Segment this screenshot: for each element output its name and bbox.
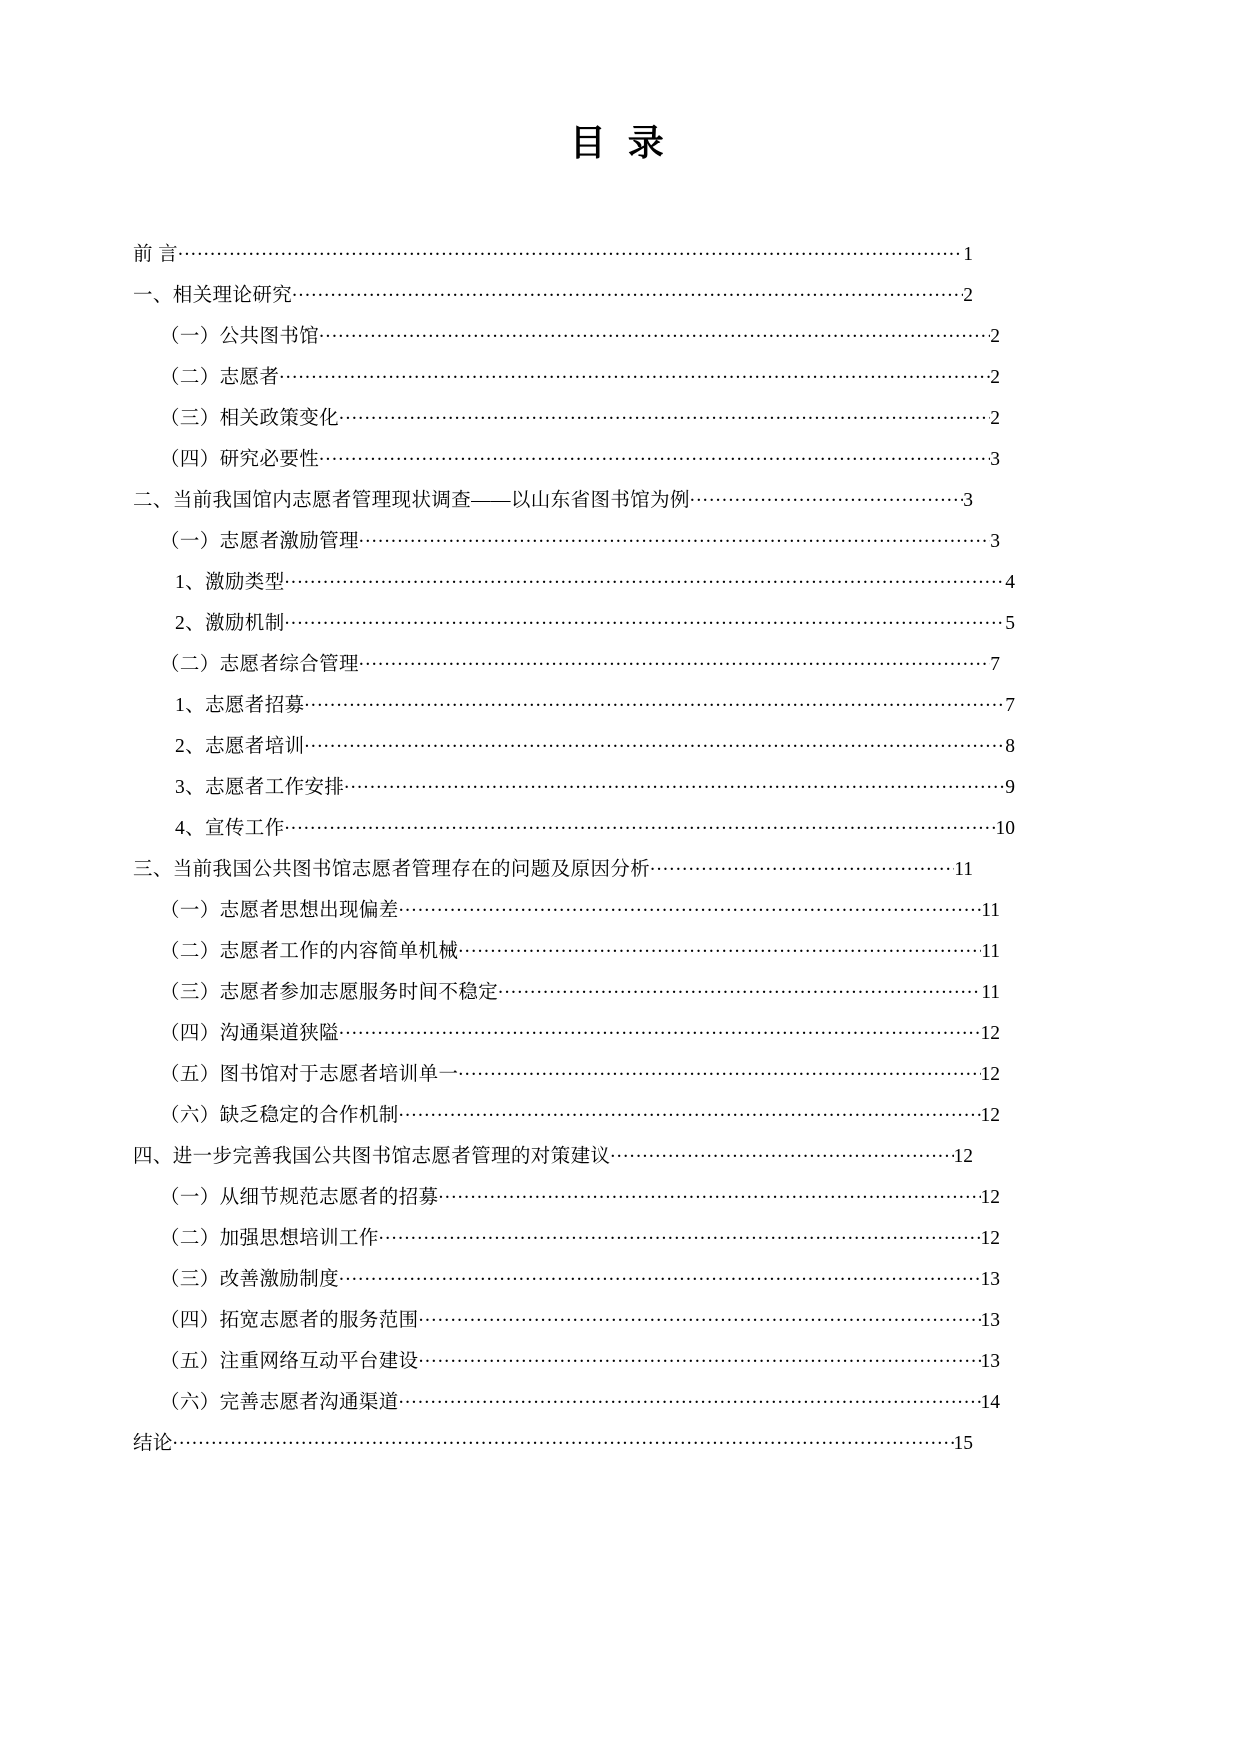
toc-entry[interactable] [133, 773, 1015, 814]
toc-entry-label: （二）志愿者工作的内容简单机械 [160, 940, 459, 962]
toc-entry[interactable] [133, 445, 1000, 486]
toc-leader-dots [438, 1183, 980, 1203]
toc-entry-label: （四）拓宽志愿者的服务范围 [160, 1309, 419, 1331]
toc-leader-dots [339, 404, 990, 424]
toc-entry-page-number: 12 [980, 1104, 1000, 1126]
toc-entry-label: （三）改善激励制度 [160, 1268, 340, 1290]
toc-leader-dots [419, 1347, 981, 1367]
toc-entry[interactable] [133, 363, 1000, 404]
toc-entry[interactable] [133, 1019, 1000, 1060]
toc-entry-page-number: 11 [954, 858, 973, 880]
toc-entry-page-number: 3 [990, 530, 1000, 552]
toc-leader-dots [319, 322, 990, 342]
toc-entry-label: 1、志愿者招募 [175, 694, 305, 716]
toc-entry-page-number: 13 [980, 1309, 1000, 1331]
toc-entry[interactable] [133, 814, 1015, 855]
toc-entry[interactable] [133, 937, 1000, 978]
toc-entry-page-number: 12 [980, 1022, 1000, 1044]
toc-entry-page-number: 14 [980, 1391, 1000, 1413]
toc-entry[interactable] [133, 896, 1000, 937]
toc-entry-page-number: 11 [981, 899, 1000, 921]
toc-entry-label: 前 言 [133, 243, 179, 265]
toc-entry[interactable] [133, 1224, 1000, 1265]
toc-entry-page-number: 11 [981, 981, 1000, 1003]
toc-entry-label: 一、相关理论研究 [133, 284, 293, 306]
toc-entry-page-number: 2 [963, 284, 973, 306]
toc-entry[interactable] [133, 527, 1000, 568]
toc-leader-dots [359, 527, 990, 547]
toc-leader-dots [178, 240, 963, 260]
toc-entry-page-number: 7 [1005, 694, 1015, 716]
toc-leader-dots [285, 814, 996, 834]
toc-leader-dots [285, 568, 1006, 588]
toc-entry-page-number: 2 [990, 325, 1000, 347]
toc-entry-label: （三）志愿者参加志愿服务时间不稳定 [160, 981, 499, 1003]
toc-entry-page-number: 8 [1005, 735, 1015, 757]
toc-entry-page-number: 12 [953, 1145, 973, 1167]
toc-leader-dots [292, 281, 963, 301]
toc-entry[interactable] [133, 609, 1015, 650]
toc-entry[interactable] [133, 1142, 973, 1183]
toc-leader-dots [173, 1429, 954, 1449]
toc-entry-page-number: 13 [980, 1350, 1000, 1372]
toc-leader-dots [339, 1265, 980, 1285]
toc-entry-label: 四、进一步完善我国公共图书馆志愿者管理的对策建议 [133, 1145, 611, 1167]
toc-entry-label: （一）从细节规范志愿者的招募 [160, 1186, 439, 1208]
toc-entry-label: 二、当前我国馆内志愿者管理现状调查——以山东省图书馆为例 [133, 489, 690, 511]
toc-entry[interactable] [133, 486, 973, 527]
toc-leader-dots [458, 937, 981, 957]
toc-entry-label: 1、激励类型 [175, 571, 285, 593]
toc-entry-label: （三）相关政策变化 [160, 407, 340, 429]
toc-entry[interactable] [133, 691, 1015, 732]
toc-leader-dots [399, 1101, 981, 1121]
toc-leader-dots [319, 445, 990, 465]
toc-entry-label: 4、宣传工作 [175, 817, 285, 839]
toc-entry-page-number: 12 [980, 1227, 1000, 1249]
toc-entry[interactable] [133, 1388, 1000, 1429]
toc-leader-dots [279, 363, 990, 383]
toc-entry[interactable] [133, 855, 973, 896]
toc-entry-label: 3、志愿者工作安排 [175, 776, 345, 798]
toc-entry-page-number: 2 [990, 407, 1000, 429]
toc-entry[interactable] [133, 568, 1015, 609]
toc-entry-page-number: 9 [1005, 776, 1015, 798]
toc-leader-dots [458, 1060, 980, 1080]
toc-entry-page-number: 11 [981, 940, 1000, 962]
toc-entry-label: （一）志愿者激励管理 [160, 530, 359, 552]
toc-entry[interactable] [133, 650, 1000, 691]
toc-entry[interactable] [133, 732, 1015, 773]
toc-entry-label: （二）志愿者 [160, 366, 280, 388]
toc-entry[interactable] [133, 1183, 1000, 1224]
page-title: 目 录 [569, 123, 671, 163]
toc-leader-dots [359, 650, 990, 670]
toc-entry-label: （二）加强思想培训工作 [160, 1227, 379, 1249]
toc-entry[interactable] [133, 1060, 1000, 1101]
toc-entry-page-number: 3 [963, 489, 973, 511]
toc-leader-dots [304, 691, 1005, 711]
toc-leader-dots [344, 773, 1005, 793]
toc-entry-label: 2、志愿者培训 [175, 735, 305, 757]
toc-entry-page-number: 10 [995, 817, 1015, 839]
toc-entry-label: （一）志愿者思想出现偏差 [160, 899, 399, 921]
toc-leader-dots [650, 855, 954, 875]
toc-leader-dots [399, 1388, 981, 1408]
toc-entry-page-number: 4 [1005, 571, 1015, 593]
toc-entry[interactable] [133, 404, 1000, 445]
toc-entry-page-number: 2 [990, 366, 1000, 388]
toc-entry-label: 结论 [133, 1432, 173, 1454]
toc-leader-dots [419, 1306, 981, 1326]
toc-entry-label: （二）志愿者综合管理 [160, 653, 359, 675]
toc-entry-label: （六）完善志愿者沟通渠道 [160, 1391, 399, 1413]
toc-entry-page-number: 1 [963, 243, 973, 265]
toc-entry-label: （一）公共图书馆 [160, 325, 320, 347]
toc-entry-label: 三、当前我国公共图书馆志愿者管理存在的问题及原因分析 [133, 858, 651, 880]
toc-entry[interactable] [133, 1306, 1000, 1347]
toc-leader-dots [690, 486, 963, 506]
toc-entry-label: 2、激励机制 [175, 612, 285, 634]
toc-entry[interactable] [133, 978, 1000, 1019]
toc-entry[interactable] [133, 240, 973, 281]
toc-entry-page-number: 12 [980, 1186, 1000, 1208]
toc-leader-dots [304, 732, 1005, 752]
toc-entry-page-number: 5 [1005, 612, 1015, 634]
toc-entry-page-number: 15 [953, 1432, 973, 1454]
toc-leader-dots [610, 1142, 953, 1162]
toc-entry-page-number: 13 [980, 1268, 1000, 1290]
toc-entry-label: （五）图书馆对于志愿者培训单一 [160, 1063, 459, 1085]
toc-leader-dots [379, 1224, 981, 1244]
toc-entry-label: （四）沟通渠道狭隘 [160, 1022, 340, 1044]
toc-entry-label: （六）缺乏稳定的合作机制 [160, 1104, 399, 1126]
toc-entry[interactable] [133, 1429, 973, 1470]
toc-leader-dots [339, 1019, 980, 1039]
toc-entry[interactable] [133, 1101, 1000, 1142]
toc-entry-label: （四）研究必要性 [160, 448, 320, 470]
toc-entry-label: （五）注重网络互动平台建设 [160, 1350, 419, 1372]
toc-entry[interactable] [133, 1347, 1000, 1388]
toc-entry[interactable] [133, 1265, 1000, 1306]
toc-leader-dots [399, 896, 982, 916]
toc-entry[interactable] [133, 281, 973, 322]
toc-entry[interactable] [133, 322, 1000, 363]
toc-list [133, 240, 1015, 1470]
toc-leader-dots [498, 978, 981, 998]
toc-leader-dots [285, 609, 1006, 629]
toc-entry-page-number: 12 [980, 1063, 1000, 1085]
toc-entry-page-number: 7 [990, 653, 1000, 675]
toc-entry-page-number: 3 [990, 448, 1000, 470]
